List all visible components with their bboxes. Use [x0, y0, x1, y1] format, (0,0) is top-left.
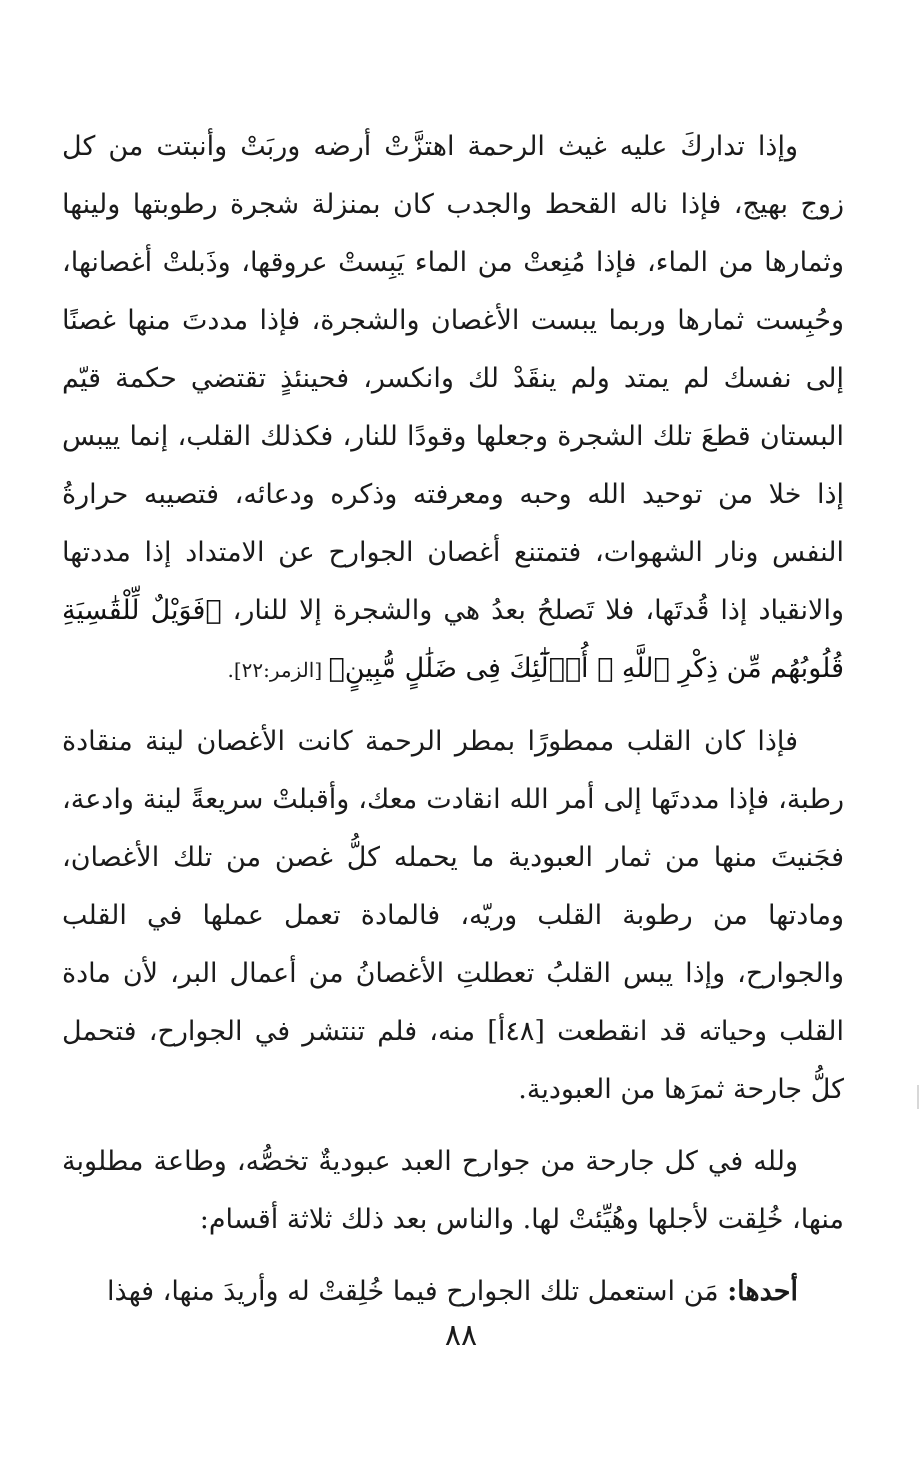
page-edge-mark: [917, 1085, 919, 1109]
paragraph-first-category: [62, 1263, 844, 1321]
quran-verse: ﴿فَوَيْلٌ لِّلْقَٰسِيَةِ قُلُوبُهُم مِّن ذِكْرِ ٱللَّهِ ۚ أُو۟لَٰٓئِكَ فِى ضَلَٰلٍ مُّبِينٍ﴾: [62, 595, 844, 684]
paragraph-heart-moist: فإذا كان القلب ممطورًا بمطر الرحمة كانت الأغصان لينة منقادة رطبة، فإذا مددتَها إلى أمر الله انقادت معك، وأقبلتْ سريعةً لينة وادعة، فجَنيتَ منها من ثمار العبودية ما يحمله كلُّ غصن من تلك الأغصان، ومادتها من رطوبة القلب وريّه، فالمادة تعمل عملها في القلب والجوارح، وإذا يبس القلبُ تعطلتِ الأغصانُ من أعمال البر، لأن مادة القلب وحياته قد انقطعت [٤٨أ] منه، فلم تنتشر في الجوارح، فتحمل كلُّ جارحة ثمرَها من العبودية.: [62, 726, 845, 1105]
paragraph-text: وإذا تداركَ عليه غيث الرحمة اهتزَّتْ أرضه وربَتْ وأنبتت من كل زوج بهيج، فإذا ناله القحط والجدب كان بمنزلة شجرة رطوبتها ولينها وثمارها من الماء، فإذا مُنِعتْ من الماء يَبِستْ عروقها، وذَبلتْ أغصانها، وحُبِست ثمارها وربما يبست الأغصان والشجرة، فإذا مددتَ منها غصنًا إلى نفسك لم يمتد ولم ينقَدْ لك وانكسر، فحينئذٍ تقتضي حكمة قيّم البستان قطعَ تلك الشجرة وجعلها وقودًا للنار، فكذلك القلب، إنما ييبس إذا خلا من توحيد الله وحبه ومعرفته وذكره ودعائه، فتصيبه حرارةُ النفس ونار الشهوات، فتمتنع أغصان الجوارح عن الامتداد إذا مددتها والانقياد إذا قُدتَها، فلا تَصلحُ بعدُ هي والشجرة إلا للنار،: [62, 131, 844, 626]
page-body: [62, 118, 844, 1321]
paragraph-servitude: ولله في كل جارحة من جوارح العبد عبوديةٌ تخصُّه، وطاعة مطلوبة منها، خُلِقت لأجلها وهُيِّئتْ لها. والناس بعد ذلك ثلاثة أقسام:: [62, 1146, 844, 1235]
verse-reference: [الزمر:٢٢].: [227, 658, 329, 682]
page-number: ٨٨: [444, 1318, 478, 1353]
paragraph-heart-rain: [62, 118, 844, 699]
category-lead: أحدها:: [727, 1276, 798, 1307]
category-text: مَن استعمل تلك الجوارح فيما خُلِقتْ له وأريدَ منها، فهذا: [107, 1276, 728, 1307]
